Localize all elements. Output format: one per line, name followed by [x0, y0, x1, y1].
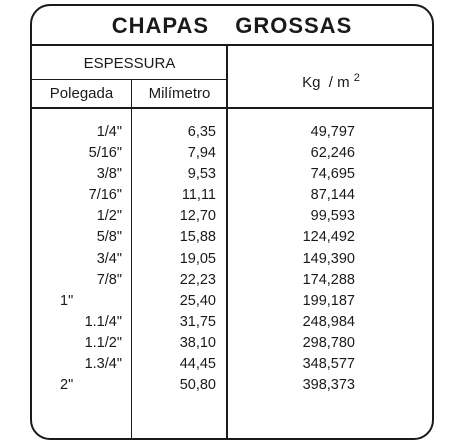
table-row [32, 291, 432, 312]
cell-milimetro: 31,75 [179, 313, 216, 330]
cell-polegada: 3/8" [96, 166, 122, 183]
chapas-grossas-table [30, 4, 434, 440]
cell-kg-per-m2: 62,246 [310, 145, 355, 162]
cell-kg-per-m2: 49,797 [310, 124, 355, 140]
cell-polegada: 1.1/4" [84, 313, 122, 330]
cell-kg-per-m2: 74,695 [310, 166, 355, 183]
cell-polegada: 2" [60, 377, 74, 394]
table-body [32, 122, 432, 396]
cell-kg-per-m2: 149,390 [302, 250, 355, 267]
cell-milimetro: 11,11 [181, 187, 216, 204]
header-divider-body [32, 107, 432, 109]
table-row [32, 270, 432, 291]
cell-polegada: 1/4" [96, 124, 122, 140]
cell-polegada: 1.1/2" [84, 334, 122, 351]
header-kg-per-m2 [228, 50, 434, 107]
table-row [32, 185, 432, 206]
header-kg-exponent: 2 [353, 72, 360, 84]
cell-milimetro: 25,40 [179, 292, 216, 309]
cell-milimetro: 7,94 [187, 145, 216, 162]
cell-milimetro: 19,05 [179, 250, 216, 267]
cell-polegada: 1.3/4" [84, 356, 122, 373]
cell-kg-per-m2: 174,288 [302, 271, 355, 288]
table-row [32, 206, 432, 227]
cell-kg-per-m2: 124,492 [302, 229, 355, 246]
cell-polegada: 1/2" [96, 208, 122, 225]
table-row [32, 249, 432, 270]
cell-polegada: 5/16" [88, 145, 122, 162]
cell-kg-per-m2: 87,144 [310, 187, 355, 204]
cell-polegada: 5/8" [96, 229, 122, 246]
cell-kg-per-m2: 348,577 [302, 356, 355, 373]
cell-milimetro: 12,70 [179, 208, 216, 225]
cell-polegada: 3/4" [96, 250, 122, 267]
table-row [32, 143, 432, 164]
header-espessura: ESPESSURA [83, 55, 176, 72]
table-row [32, 312, 432, 333]
cell-milimetro: 9,53 [187, 166, 216, 183]
cell-kg-per-m2: 298,780 [302, 334, 355, 351]
table-row [32, 164, 432, 185]
header-polegada: Polegada [49, 85, 114, 102]
header-milimetro: Milímetro [148, 85, 211, 102]
cell-milimetro: 15,88 [179, 229, 216, 246]
cell-milimetro: 6,35 [187, 124, 216, 140]
header-divider-espessura [32, 79, 227, 80]
cell-milimetro: 50,80 [179, 377, 216, 394]
cell-kg-per-m2: 248,984 [302, 313, 355, 330]
cell-milimetro: 44,45 [179, 356, 216, 373]
cell-kg-per-m2: 398,373 [302, 377, 355, 394]
table-row [32, 333, 432, 354]
cell-polegada: 7/8" [96, 271, 122, 288]
cell-kg-per-m2: 199,187 [302, 292, 355, 309]
cell-milimetro: 22,23 [179, 271, 216, 288]
table-row [32, 375, 432, 396]
cell-polegada: 7/16" [88, 187, 122, 204]
table-row [32, 354, 432, 375]
table-title: CHAPAS GROSSAS [32, 6, 432, 46]
cell-polegada: 1" [60, 292, 74, 309]
table-row [32, 227, 432, 248]
table-row [32, 122, 432, 143]
header-kg-unit: Kg / m [302, 74, 350, 91]
cell-milimetro: 38,10 [179, 334, 216, 351]
cell-kg-per-m2: 99,593 [310, 208, 355, 225]
